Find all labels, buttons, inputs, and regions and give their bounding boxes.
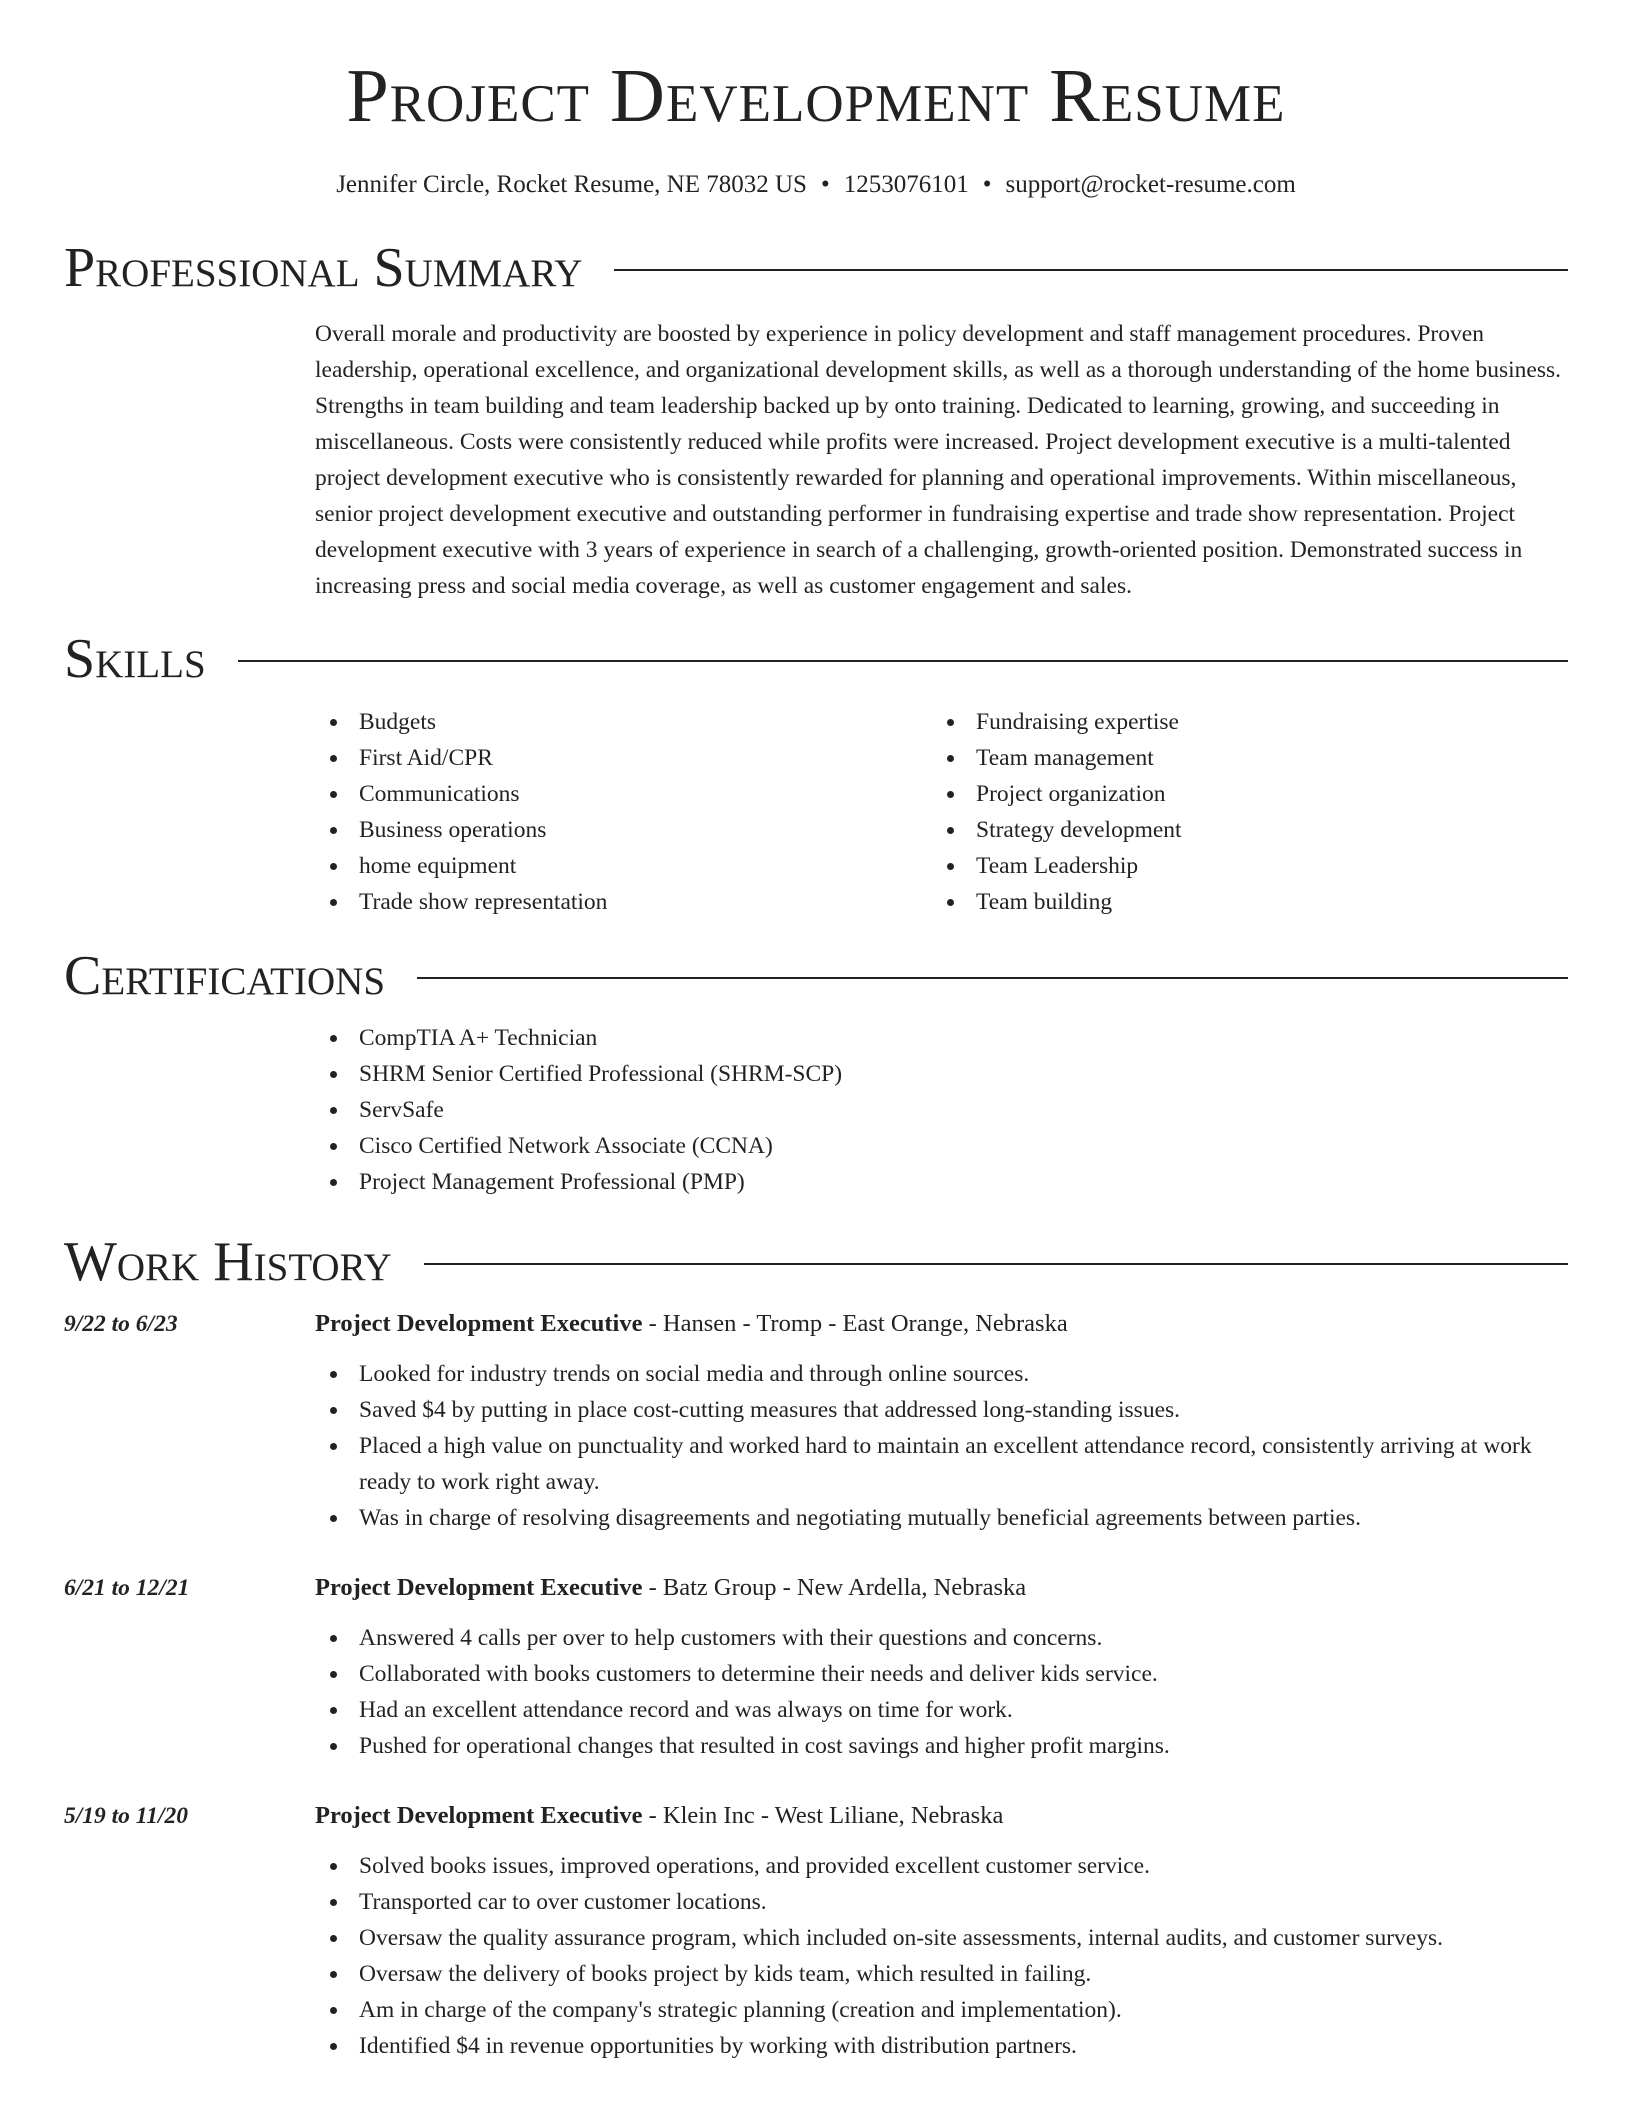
job-bullet: Transported car to over customer locations. — [315, 1884, 1568, 1920]
job-bullets — [315, 1356, 1568, 1536]
work-history-heading — [64, 1231, 1568, 1293]
certification-item: ServSafe — [315, 1092, 1568, 1128]
job-bullet: Solved books issues, improved operations, and provided excellent customer service. — [315, 1848, 1568, 1884]
job-title-line — [315, 1306, 1568, 1342]
skills-heading-text: Skills — [64, 628, 206, 690]
skills-grid — [315, 704, 1568, 920]
skills-list-left — [315, 704, 932, 920]
job-company: - Hansen - Tromp - East Orange, Nebraska — [642, 1310, 1068, 1337]
job-company: - Batz Group - New Ardella, Nebraska — [642, 1574, 1027, 1601]
job-bullet: Collaborated with books customers to determine their needs and deliver kids service. — [315, 1656, 1568, 1692]
job-bullet: Saved $4 by putting in place cost-cutting measures that addressed long-standing issues. — [315, 1392, 1568, 1428]
job-dates: 9/22 to 6/23 — [64, 1311, 178, 1337]
job-bullet: Pushed for operational changes that resulted in cost savings and higher profit margins. — [315, 1728, 1568, 1764]
skill-item: Project organization — [932, 776, 1568, 812]
certifications-section — [64, 945, 1568, 1200]
skill-item: home equipment — [315, 848, 932, 884]
job-title-line — [315, 1570, 1568, 1606]
job-role: Project Development Executive — [315, 1310, 643, 1337]
job-dates: 6/21 to 12/21 — [64, 1575, 190, 1601]
job-bullet: Answered 4 calls per over to help customers with their questions and concerns. — [315, 1620, 1568, 1656]
job-title-line — [315, 1798, 1568, 1834]
job-entry — [64, 1306, 1568, 1536]
certification-item: Cisco Certified Network Associate (CCNA) — [315, 1128, 1568, 1164]
job-bullet: Looked for industry trends on social media and through online sources. — [315, 1356, 1568, 1392]
job-bullet: Am in charge of the company's strategic planning (creation and implementation). — [315, 1992, 1568, 2028]
certifications-heading-text: Certifications — [64, 945, 386, 1007]
page-title: Project Development Resume — [346, 54, 1286, 138]
job-role: Project Development Executive — [315, 1574, 643, 1601]
certification-item: Project Management Professional (PMP) — [315, 1164, 1568, 1200]
section-divider — [614, 269, 1568, 271]
work-history-section — [64, 1231, 1568, 2064]
job-bullet: Oversaw the quality assurance program, which included on-site assessments, internal audits, and customer surveys. — [315, 1920, 1568, 1956]
contact-email[interactable]: support@rocket-resume.com — [1005, 171, 1296, 198]
contact-separator: • — [820, 171, 830, 198]
skill-item: Team Leadership — [932, 848, 1568, 884]
job-entry — [64, 1570, 1568, 1764]
job-dates: 5/19 to 11/20 — [64, 1803, 189, 1829]
certification-item: CompTIA A+ Technician — [315, 1020, 1568, 1056]
skill-item: Communications — [315, 776, 932, 812]
job-role: Project Development Executive — [315, 1802, 643, 1829]
summary-text: Overall morale and productivity are boosted by experience in policy development and staff management procedures. Proven leadership, operational excellence, and organizational development skills, as well as a thorough understanding of the home business. Strengths in team building and team leadership backed up by onto training. Dedicated to learning, growing, and succeeding in miscellaneous. Costs were consistently reduced while profits were increased. Project development executive is a multi-talented project development executive who is consistently rewarded for planning and operational improvements. Within miscellaneous, senior project development executive and outstanding performer in fundraising expertise and trade show representation. Project development executive with 3 years of experience in search of a challenging, growth-oriented position. Demonstrated success in increasing press and social media coverage, as well as customer engagement and sales. — [315, 321, 1562, 599]
skill-item: Strategy development — [932, 812, 1568, 848]
skills-section — [64, 628, 1568, 920]
certification-item: SHRM Senior Certified Professional (SHRM-SCP) — [315, 1056, 1568, 1092]
summary-heading — [64, 237, 1568, 299]
contact-phone: 1253076101 — [843, 171, 969, 198]
job-bullet: Oversaw the delivery of books project by kids team, which resulted in failing. — [315, 1956, 1568, 1992]
contact-address: Jennifer Circle, Rocket Resume, NE 78032 US — [336, 171, 807, 198]
contact-line — [64, 172, 1568, 197]
job-bullets — [315, 1620, 1568, 1764]
job-bullets — [315, 1848, 1568, 2064]
skill-item: Fundraising expertise — [932, 704, 1568, 740]
certifications-list — [315, 1020, 1568, 1200]
summary-section — [64, 237, 1568, 604]
job-bullet: Identified $4 in revenue opportunities by working with distribution partners. — [315, 2028, 1568, 2064]
skill-item: Business operations — [315, 812, 932, 848]
job-bullet: Was in charge of resolving disagreements and negotiating mutually beneficial agreements between parties. — [315, 1500, 1568, 1536]
certifications-heading — [64, 945, 1568, 1007]
job-entry — [64, 1798, 1568, 2064]
skill-item: Budgets — [315, 704, 932, 740]
job-company: - Klein Inc - West Liliane, Nebraska — [642, 1802, 1004, 1829]
skill-item: Trade show representation — [315, 884, 932, 920]
summary-heading-text: Professional Summary — [64, 237, 583, 299]
skills-list-right — [932, 704, 1568, 920]
section-divider — [424, 1263, 1568, 1265]
skills-heading — [64, 628, 1568, 690]
work-history-heading-text: Work History — [64, 1231, 392, 1293]
skill-item: Team building — [932, 884, 1568, 920]
job-bullet: Had an excellent attendance record and was always on time for work. — [315, 1692, 1568, 1728]
section-divider — [417, 977, 1568, 979]
job-bullet: Placed a high value on punctuality and worked hard to maintain an excellent attendance record, consistently arriving at work ready to work right away. — [315, 1428, 1568, 1500]
skill-item: Team management — [932, 740, 1568, 776]
skill-item: First Aid/CPR — [315, 740, 932, 776]
contact-separator: • — [982, 171, 992, 198]
section-divider — [238, 660, 1568, 662]
